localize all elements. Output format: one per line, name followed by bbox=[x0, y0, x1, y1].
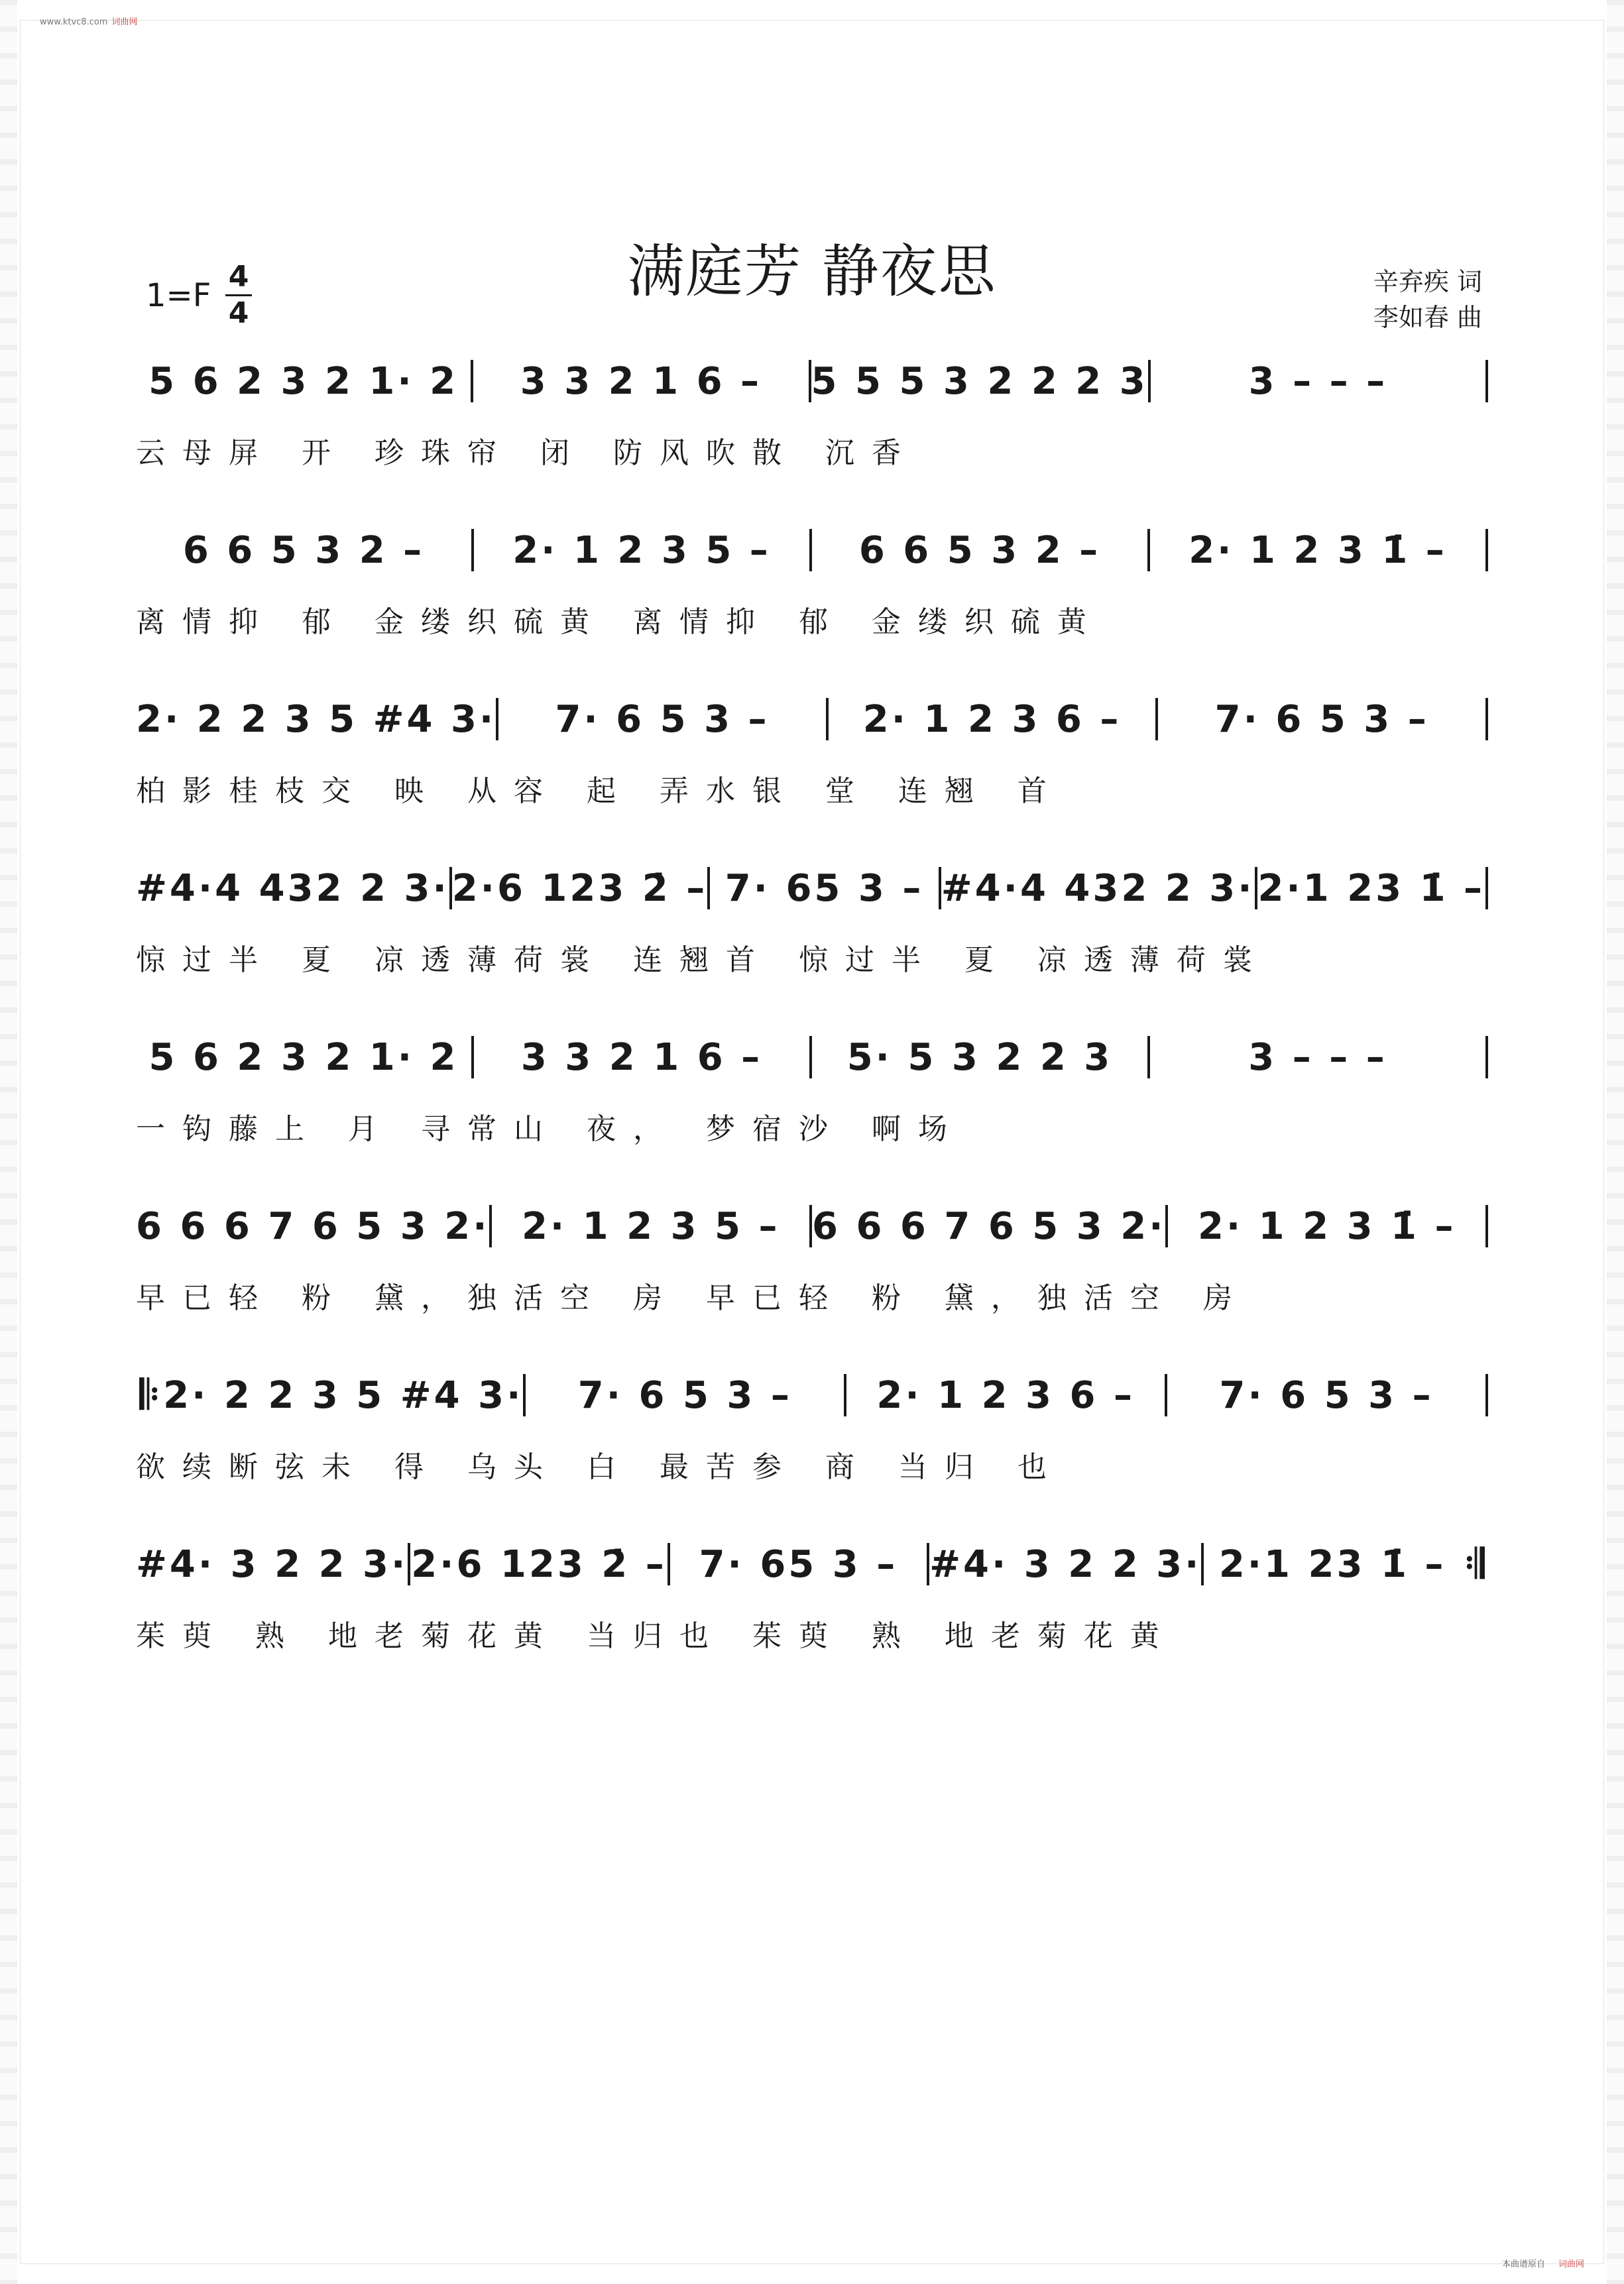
lyricist: 辛弃疾 词 bbox=[1373, 267, 1482, 296]
barline bbox=[1485, 867, 1488, 909]
time-signature-top: 4 bbox=[225, 262, 252, 296]
site-tag[interactable] bbox=[40, 15, 138, 27]
measure: 2·6 123 2̇ – bbox=[451, 866, 708, 910]
lyrics-line: 惊过半 夏 凉透薄荷裳 连翘首 惊过半 夏 凉透薄荷裳 bbox=[136, 943, 1269, 977]
composer: 李如春 曲 bbox=[1373, 303, 1482, 332]
score-system bbox=[136, 1524, 1488, 1653]
measure: #4· 3 2 2 3· bbox=[929, 1542, 1202, 1586]
measure: 7· 65 3 – bbox=[725, 866, 924, 910]
credits bbox=[1373, 264, 1482, 335]
measure: 6 6 5 3 2 – bbox=[858, 528, 1101, 572]
score-system bbox=[136, 848, 1488, 977]
measure: 2·6 123 2̇ – bbox=[411, 1542, 667, 1586]
right-margin-strip bbox=[1607, 0, 1624, 2284]
measure: 3 – – – bbox=[1248, 359, 1388, 403]
score-system bbox=[136, 679, 1488, 808]
barline bbox=[1485, 1374, 1488, 1416]
measure: 5 6 2 3 2 1· 2 bbox=[148, 359, 459, 403]
barline bbox=[1485, 698, 1488, 740]
notation-line bbox=[136, 1186, 1488, 1266]
notation-line bbox=[136, 848, 1488, 928]
measure: 7· 6 5 3 – bbox=[1214, 697, 1429, 741]
barline bbox=[1485, 1036, 1488, 1078]
lyrics-line: 欲续断弦未 得 乌头 白 最苦参 商 当归 也 bbox=[136, 1450, 1064, 1484]
key-signature: 1=F bbox=[146, 277, 211, 314]
measure: 2·1 23 1̇ – bbox=[1218, 1542, 1446, 1586]
notation-line bbox=[136, 679, 1488, 759]
notation-line bbox=[136, 1524, 1488, 1604]
time-signature bbox=[225, 262, 252, 328]
measure: 7· 6 5 3 – bbox=[1219, 1373, 1434, 1417]
notation-line bbox=[136, 1355, 1488, 1435]
measure: 7· 6 5 3 – bbox=[555, 697, 770, 741]
repeat-start-sign: 𝄆 bbox=[140, 1372, 160, 1418]
measure: 2· 2 2 3 5 #4 3· bbox=[163, 1373, 524, 1417]
left-margin-strip bbox=[0, 0, 17, 2284]
measure: 5· 5 3 2 2 3 bbox=[846, 1035, 1113, 1079]
measure: #4· 3 2 2 3· bbox=[136, 1542, 408, 1586]
score-system bbox=[136, 510, 1488, 639]
measure: 2· 2 2 3 5 #4 3· bbox=[136, 697, 496, 741]
barline bbox=[1485, 1205, 1488, 1247]
measure: 3 3 2 1 6 – bbox=[520, 1035, 763, 1079]
barline bbox=[1485, 529, 1488, 571]
score-system bbox=[136, 1186, 1488, 1315]
notation-line bbox=[136, 510, 1488, 590]
site-url[interactable]: www.ktvc8.com bbox=[40, 17, 108, 27]
measure: 6 6 6 7 6 5 3 2· bbox=[812, 1204, 1166, 1248]
measure: #4·4 432 2 3· bbox=[941, 866, 1255, 910]
measure: 6 6 6 7 6 5 3 2· bbox=[136, 1204, 490, 1248]
lyrics-line: 茱萸 熟 地老菊花黄 当归也 茱萸 熟 地老菊花黄 bbox=[136, 1619, 1177, 1653]
notation-line bbox=[136, 1017, 1488, 1097]
measure: 2·1 23 1̇ – bbox=[1257, 866, 1485, 910]
measure: 5 5 5 3 2 2 2 3 bbox=[811, 359, 1148, 403]
notation-line bbox=[136, 341, 1488, 421]
footer-brand: 词曲网 bbox=[1558, 2259, 1584, 2269]
measure: 7· 65 3 – bbox=[699, 1542, 898, 1586]
measure: 5 6 2 3 2 1· 2 bbox=[148, 1035, 459, 1079]
measure: 2· 1 2 3 5 – bbox=[512, 528, 771, 572]
measure: 2· 1 2 3 1̇ – bbox=[1197, 1204, 1456, 1248]
measure: 2· 1 2 3 1̇ – bbox=[1189, 528, 1447, 572]
measure: 3 – – – bbox=[1248, 1035, 1387, 1079]
site-brand: 词曲网 bbox=[111, 17, 138, 27]
measure: 6 6 5 3 2 – bbox=[182, 528, 425, 572]
measure: #4·4 432 2 3· bbox=[136, 866, 449, 910]
footer-text: 本曲谱原自 bbox=[1501, 2259, 1545, 2269]
lyrics-line: 离情抑 郁 金缕织硫黄 离情抑 郁 金缕织硫黄 bbox=[136, 605, 1104, 639]
footer bbox=[1502, 2257, 1584, 2269]
measure: 7· 6 5 3 – bbox=[577, 1373, 792, 1417]
lyrics-line: 早已轻 粉 黛，独活空 房 早已轻 粉 黛，独活空 房 bbox=[136, 1281, 1249, 1315]
lyrics-line: 云母屏 开 珍珠帘 闭 防风吹散 沉香 bbox=[136, 436, 918, 470]
measure: 2· 1 2 3 5 – bbox=[521, 1204, 780, 1248]
barline bbox=[1485, 360, 1488, 402]
lyrics-line: 柏影桂枝交 映 从容 起 弄水银 堂 连翘 首 bbox=[136, 774, 1064, 808]
measure: 3 3 2 1 6 – bbox=[520, 359, 762, 403]
score-system bbox=[136, 341, 1488, 470]
lyrics-line: 一钩藤上 月 寻常山 夜， 梦宿沙 啊场 bbox=[136, 1112, 964, 1146]
measure: 2· 1 2 3 6 – bbox=[876, 1373, 1135, 1417]
measure: 2· 1 2 3 6 – bbox=[862, 697, 1122, 741]
score-system bbox=[136, 1017, 1488, 1146]
repeat-end-sign: 𝄇 bbox=[1464, 1541, 1484, 1587]
page-title: 满庭芳 静夜思 bbox=[627, 238, 997, 305]
time-signature-bottom: 4 bbox=[228, 296, 249, 330]
score-system bbox=[136, 1355, 1488, 1484]
